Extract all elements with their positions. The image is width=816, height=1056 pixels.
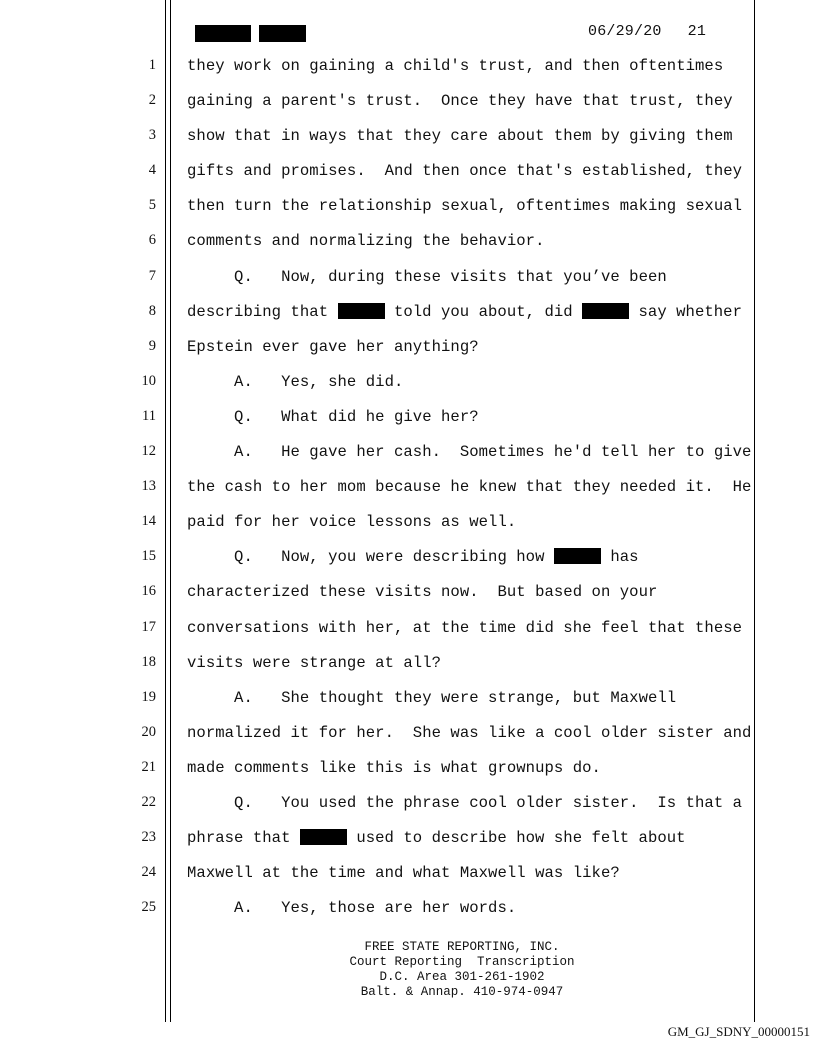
line-number: 18	[141, 653, 156, 670]
line-number: 23	[141, 829, 156, 846]
header-redaction-1	[195, 25, 251, 42]
line-number: 19	[141, 688, 156, 705]
header-date: 06/29/20	[588, 23, 662, 40]
transcript-line	[0, 330, 816, 365]
line-text	[187, 583, 657, 601]
line-number: 10	[141, 372, 156, 389]
line-text	[187, 373, 403, 391]
line-text	[187, 864, 620, 882]
line-text	[187, 232, 545, 250]
line-number: 14	[141, 513, 156, 530]
line-text	[187, 829, 686, 847]
line-text-segment: the cash to her mom because he knew that they needed it. He	[187, 478, 752, 497]
line-text-segment: they work on gaining a child's trust, and then oftentimes	[187, 57, 724, 75]
transcript-line	[0, 119, 816, 154]
transcript-line	[0, 646, 816, 681]
line-text-segment: phrase that	[187, 829, 300, 848]
line-text-segment: Q. Now, during these visits that you’ve been	[187, 267, 667, 286]
line-text	[187, 197, 742, 215]
line-text-segment: then turn the relationship sexual, oftentimes making sexual	[187, 197, 743, 216]
transcript-line	[0, 400, 816, 435]
transcript-line	[0, 260, 816, 295]
line-text-segment: Maxwell at the time and what Maxwell was like?	[187, 864, 620, 883]
line-text	[187, 794, 742, 812]
line-number: 4	[148, 162, 156, 179]
line-text-segment: comments and normalizing the behavior.	[187, 232, 545, 251]
transcript-line	[0, 470, 816, 505]
line-text	[187, 619, 742, 637]
line-number: 11	[142, 407, 156, 424]
line-text	[187, 689, 676, 707]
line-number: 13	[141, 478, 156, 495]
line-number: 3	[148, 127, 156, 144]
line-text-segment: paid for her voice lessons as well.	[187, 513, 517, 532]
line-text-segment: Q. Now, you were describing how	[187, 548, 554, 567]
name-redaction	[582, 303, 629, 319]
page-header	[187, 22, 727, 42]
line-number: 6	[148, 232, 156, 249]
line-number: 20	[141, 723, 156, 740]
transcript-line	[0, 751, 816, 786]
line-text-segment: characterized these visits now. But based on your	[187, 583, 658, 602]
transcript-line	[0, 611, 816, 646]
transcript-line	[0, 891, 816, 926]
line-number: 8	[148, 302, 156, 319]
line-text	[187, 548, 639, 566]
line-text-segment: describing that	[187, 302, 338, 321]
line-text-segment: A. He gave her cash. Sometimes he'd tell her to give	[187, 443, 752, 462]
line-text-segment: A. She thought they were strange, but Maxwell	[187, 688, 677, 707]
line-text	[187, 408, 479, 426]
transcript-lines	[0, 49, 816, 926]
transcript-line	[0, 786, 816, 821]
transcript-line	[0, 540, 816, 575]
page-number: 21	[687, 23, 707, 40]
line-text	[187, 478, 751, 496]
line-text-segment: say whether	[629, 302, 743, 321]
line-text	[187, 268, 667, 286]
header-redaction-2	[259, 25, 306, 42]
transcript-line	[0, 295, 816, 330]
line-text-segment: A. Yes, she did.	[187, 372, 404, 391]
line-text	[187, 338, 479, 356]
line-text-segment: has	[600, 548, 639, 567]
line-text-segment: gifts and promises. And then once that's established, they	[187, 162, 743, 181]
line-number: 22	[141, 793, 156, 810]
line-text	[187, 57, 723, 75]
footer-company: FREE STATE REPORTING, INC.	[364, 940, 560, 954]
bates-number: GM_GJ_SDNY_00000151	[667, 1024, 810, 1039]
line-text-segment: made comments like this is what grownups do.	[187, 758, 601, 777]
line-text	[187, 162, 742, 180]
footer-dc-phone: D.C. Area 301-261-1902	[379, 970, 545, 984]
line-text	[187, 92, 733, 110]
line-text-segment: used to describe how she felt about	[346, 829, 686, 848]
reporter-footer	[170, 940, 754, 1000]
transcript-line	[0, 189, 816, 224]
transcript-line	[0, 681, 816, 716]
line-number: 21	[141, 758, 156, 775]
line-number: 16	[141, 583, 156, 600]
line-text	[187, 899, 516, 917]
line-number: 7	[148, 267, 156, 284]
transcript-line	[0, 224, 816, 259]
line-text-segment: normalized it for her. She was like a cool older sister and	[187, 723, 752, 742]
line-text-segment: conversations with her, at the time did she feel that these	[187, 618, 743, 637]
footer-balt-phone: Balt. & Annap. 410-974-0947	[360, 985, 564, 999]
line-number: 1	[148, 57, 156, 73]
line-number: 24	[141, 864, 156, 881]
line-text	[187, 654, 441, 672]
transcript-line	[0, 821, 816, 856]
transcript-line	[0, 49, 816, 84]
line-number: 15	[141, 548, 156, 565]
name-redaction	[338, 303, 385, 319]
transcript-line	[0, 84, 816, 119]
line-text	[187, 513, 516, 531]
line-text	[187, 303, 742, 321]
transcript-line	[0, 435, 816, 470]
line-text-segment: gaining a parent's trust. Once they have that trust, they	[187, 92, 733, 111]
line-text-segment: visits were strange at all?	[187, 653, 442, 672]
line-number: 17	[141, 618, 156, 635]
line-text	[187, 127, 733, 145]
line-text-segment: A. Yes, those are her words.	[187, 899, 517, 918]
footer-service: Court Reporting Transcription	[349, 955, 575, 969]
line-number: 2	[148, 92, 156, 109]
transcript-line	[0, 154, 816, 189]
name-redaction	[554, 548, 601, 564]
line-text-segment: Q. What did he give her?	[187, 407, 479, 426]
transcript-line	[0, 365, 816, 400]
line-number: 12	[141, 443, 156, 460]
line-text-segment: Q. You used the phrase cool older sister. Is that a	[187, 793, 743, 812]
transcript-line	[0, 716, 816, 751]
line-text-segment: Epstein ever gave her anything?	[187, 337, 479, 356]
transcript-line	[0, 505, 816, 540]
header-date-page	[588, 23, 706, 40]
line-text	[187, 443, 751, 461]
line-text	[187, 724, 751, 742]
name-redaction	[300, 829, 347, 845]
line-text	[187, 759, 601, 777]
transcript-line	[0, 856, 816, 891]
line-text-segment: show that in ways that they care about them by giving them	[187, 127, 733, 146]
line-number: 5	[148, 197, 156, 214]
line-number: 25	[141, 899, 156, 916]
transcript-line	[0, 575, 816, 610]
line-number: 9	[148, 337, 156, 354]
line-text-segment: told you about, did	[384, 302, 583, 321]
